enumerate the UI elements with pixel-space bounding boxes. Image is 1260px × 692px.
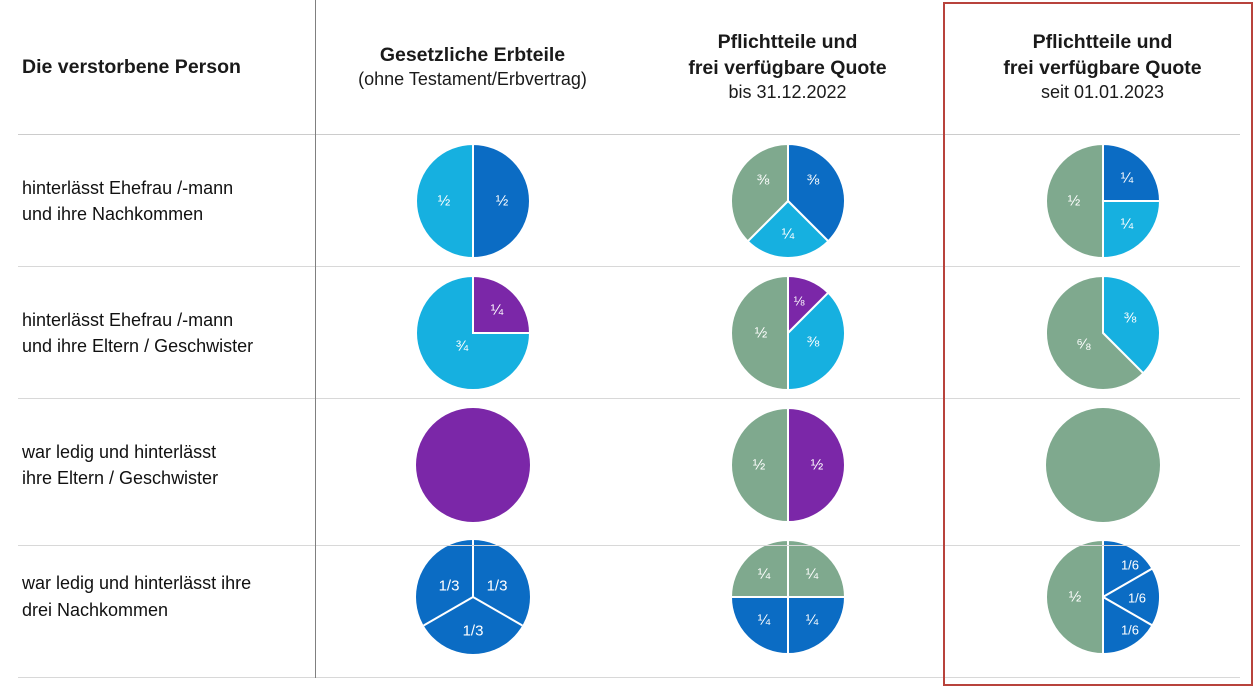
pie-cell-r2c3 bbox=[945, 399, 1260, 531]
header-sub-gesetzliche: (ohne Testament/Erbvertrag) bbox=[358, 69, 587, 90]
header-title-person: Die verstorbene Person bbox=[22, 55, 241, 78]
row-label-2-line1: war ledig und hinterlässt bbox=[22, 441, 217, 462]
divider-column-vertical bbox=[315, 0, 316, 678]
pie-slice-label: ⅜ bbox=[806, 171, 819, 189]
header-title-pflichtteile-2022-line1: Pflichtteile und bbox=[717, 31, 858, 54]
header-sub-pflichtteile-2022: bis 31.12.2022 bbox=[728, 82, 847, 103]
row-label-0-line2: und ihre Nachkommen bbox=[22, 204, 204, 224]
pie-slice-label: 1/6 bbox=[1120, 622, 1139, 637]
header-cell-pflichtteile-2023 bbox=[945, 0, 1260, 135]
pie-slice-label: 1/3 bbox=[486, 577, 507, 594]
divider-row-4 bbox=[18, 677, 1240, 678]
pie-chart-r1c1 bbox=[414, 274, 532, 392]
table-row bbox=[0, 399, 315, 531]
pie-slice-label: ⅜ bbox=[756, 171, 769, 189]
row-label-0-line1: hinterlässt Ehefrau /-mann bbox=[22, 177, 234, 198]
pie-slice-label: ½ bbox=[1068, 588, 1081, 605]
pie-slice-label: ¼ bbox=[781, 225, 794, 243]
row-label-0 bbox=[22, 175, 233, 227]
pie-slice-label: ¼ bbox=[757, 565, 770, 582]
header-title-pflichtteile-2023-line1: Pflichtteile und bbox=[1032, 31, 1173, 54]
pie-chart-r3c3 bbox=[1044, 538, 1162, 656]
pie-slice-label: ½ bbox=[437, 192, 450, 210]
table-row bbox=[0, 267, 315, 399]
pie-slice-label: ½ bbox=[1067, 192, 1080, 210]
pie-cell-r1c3 bbox=[945, 267, 1260, 399]
row-label-1 bbox=[22, 307, 253, 359]
pie-cell-r3c1 bbox=[315, 531, 630, 662]
pie-slice-label: ⅛ bbox=[793, 293, 804, 309]
header-cell-person bbox=[0, 0, 315, 135]
pie-chart-r0c3 bbox=[1044, 142, 1162, 260]
pie-slice-label: ¼ bbox=[805, 565, 818, 582]
pie-slice-label: ½ bbox=[754, 324, 767, 342]
pie-slice-label: ⅜ bbox=[1123, 309, 1136, 327]
divider-header bbox=[18, 134, 1240, 135]
divider-row-2 bbox=[18, 398, 1240, 399]
row-label-2 bbox=[22, 439, 218, 491]
pie-slice-label: 1/6 bbox=[1120, 557, 1139, 572]
pie-cell-r2c2 bbox=[630, 399, 945, 531]
divider-row-3 bbox=[18, 545, 1240, 546]
header-title-gesetzliche: Gesetzliche Erbteile bbox=[379, 44, 566, 67]
row-label-3-line1: war ledig und hinterlässt ihre bbox=[22, 573, 252, 594]
pie-slice-label: ⁶⁄₈ bbox=[1076, 335, 1091, 353]
pie-cell-r3c2 bbox=[630, 531, 945, 662]
pie-cell-r0c3 bbox=[945, 135, 1260, 267]
row-label-1-line2: und ihre Eltern / Geschwister bbox=[22, 336, 254, 356]
pie-chart-r1c3 bbox=[1044, 274, 1162, 392]
row-label-2-line2: ihre Eltern / Geschwister bbox=[22, 468, 219, 488]
pie-chart-r0c1 bbox=[414, 142, 532, 260]
divider-row-1 bbox=[18, 266, 1240, 267]
header-cell-gesetzliche-erbteile bbox=[315, 0, 630, 135]
pie-cell-r1c1 bbox=[315, 267, 630, 399]
pie-slice-label: ¼ bbox=[757, 611, 770, 628]
table-row bbox=[0, 531, 315, 662]
pie-slice-label: ¼ bbox=[1120, 169, 1133, 187]
pie-slice-label: 1/3 bbox=[438, 577, 459, 594]
pie-slice-label: ¼ bbox=[805, 611, 818, 628]
table-row bbox=[0, 135, 315, 267]
pie-cell-r3c3 bbox=[945, 531, 1260, 662]
pie-cell-r0c1 bbox=[315, 135, 630, 267]
header-title-pflichtteile-2023-line2: frei verfügbare Quote bbox=[1003, 56, 1202, 79]
pie-slice-label: ¼ bbox=[1120, 215, 1133, 233]
pie-chart-r2c3 bbox=[1044, 406, 1162, 524]
pie-cell-r2c1 bbox=[315, 399, 630, 531]
pie-cell-r0c2 bbox=[630, 135, 945, 267]
pie-slice-label: ¼ bbox=[490, 301, 503, 319]
pie-slice-label: ½ bbox=[495, 192, 508, 210]
header-sub-pflichtteile-2023: seit 01.01.2023 bbox=[1040, 82, 1165, 103]
header-title-pflichtteile-2022-line2: frei verfügbare Quote bbox=[688, 56, 887, 79]
row-label-3-line2: drei Nachkommen bbox=[22, 599, 169, 620]
pie-slice-label: ⅜ bbox=[806, 333, 819, 351]
pie-cell-r1c2 bbox=[630, 267, 945, 399]
header-cell-pflichtteile-2022 bbox=[630, 0, 945, 135]
pie-chart-r2c2 bbox=[729, 406, 847, 524]
pie-slice-label: ¾ bbox=[455, 337, 468, 355]
pie-chart-r3c1 bbox=[414, 538, 532, 656]
pie-slice-label: ½ bbox=[752, 456, 765, 474]
pie-slice-label: 1/3 bbox=[462, 622, 483, 639]
row-label-3 bbox=[22, 570, 251, 622]
pie-chart-r2c1 bbox=[414, 406, 532, 524]
pie-slice-label: ½ bbox=[810, 456, 823, 474]
pie-chart-r0c2 bbox=[729, 142, 847, 260]
pie-chart-r3c2 bbox=[729, 538, 847, 656]
pie-slice-label: 1/6 bbox=[1127, 590, 1146, 605]
pie-chart-r1c2 bbox=[729, 274, 847, 392]
row-label-1-line1: hinterlässt Ehefrau /-mann bbox=[22, 309, 234, 330]
